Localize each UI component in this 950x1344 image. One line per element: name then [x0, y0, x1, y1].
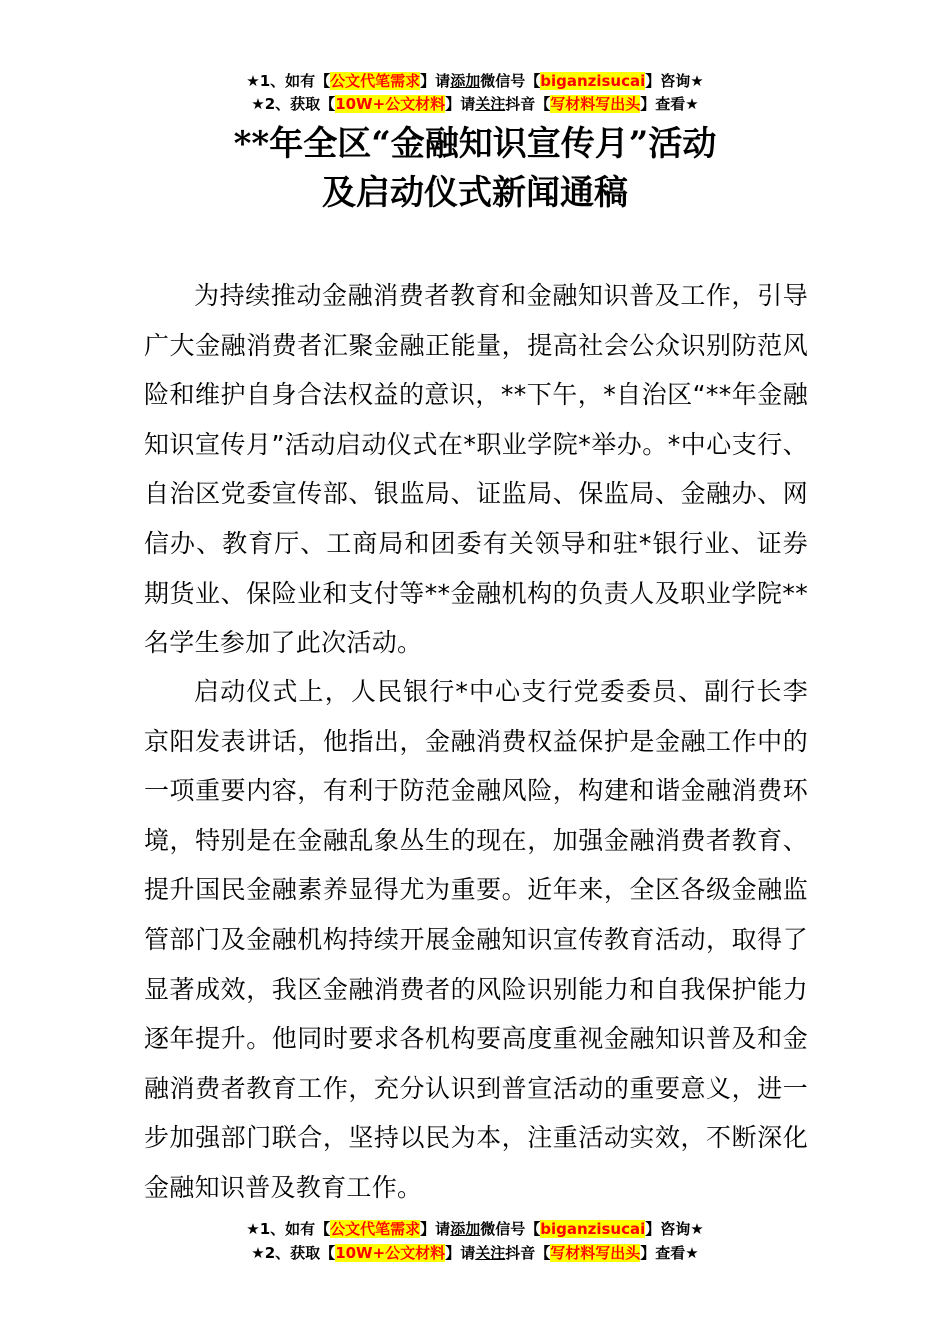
ad-prefix: ★2、获取【	[251, 95, 336, 113]
ad-line-1-top	[0, 70, 950, 92]
ad-highlight-service: 公文代笔需求	[330, 1220, 421, 1238]
body-paragraph-1: 为持续推动金融消费者教育和金融知识普及工作，引导广大金融消费者汇聚金融正能量，提高社会公众识别防范风险和维护自身合法权益的意识，**下午，*自治区“**年金融知识宣传月”活动启动仪式在*职业学院*举办。*中心支行、自治区党委宣传部、银监局、证监局、保监局、金融办、网信办、教育厅、工商局和团委有关领导和驻*银行业、证券期货业、保险业和支付等**金融机构的负责人及职业学院**名学生参加了此次活动。	[144, 281, 808, 658]
ad-underlined-text: 添加	[450, 72, 481, 90]
ad-highlight-materials: 10W+公文材料	[335, 95, 446, 113]
ad-line-1-bottom	[0, 1218, 950, 1240]
ad-highlight-materials: 10W+公文材料	[335, 1244, 446, 1262]
ad-line-2-bottom	[0, 1242, 950, 1264]
document-title-line-2: 及启动仪式新闻通稿	[322, 173, 628, 213]
ad-suffix: 】查看★	[640, 1244, 699, 1262]
ad-text: 微信号【	[480, 72, 541, 90]
ad-line-2-top	[0, 93, 950, 115]
ad-underlined-text: 关注	[475, 95, 506, 113]
ad-highlight-douyin-account: 写材料写出头	[550, 1244, 641, 1262]
ad-text: 抖音【	[505, 1244, 551, 1262]
ad-highlight-douyin-account: 写材料写出头	[550, 95, 641, 113]
ad-prefix: ★1、如有【	[246, 1220, 331, 1238]
ad-highlight-service: 公文代笔需求	[330, 72, 421, 90]
ad-underlined-text: 关注	[475, 1244, 506, 1262]
ad-prefix: ★2、获取【	[251, 1244, 336, 1262]
document-title-line-1: **年全区“金融知识宣传月”活动	[233, 124, 717, 164]
ad-highlight-wechat-id: biganzisucai	[540, 1220, 646, 1238]
ad-suffix: 】咨询★	[645, 1220, 704, 1238]
ad-text: 】请	[420, 72, 451, 90]
ad-text: 】请	[420, 1220, 451, 1238]
ad-highlight-wechat-id: biganzisucai	[540, 72, 646, 90]
body-paragraph-2: 启动仪式上，人民银行*中心支行党委委员、副行长李京阳发表讲话，他指出，金融消费权益保护是金融工作中的一项重要内容，有利于防范金融风险，构建和谐金融消费环境，特别是在金融乱象丛生的现在，加强金融消费者教育、提升国民金融素养显得尤为重要。近年来，全区各级金融监管部门及金融机构持续开展金融知识宣传教育活动，取得了显著成效，我区金融消费者的风险识别能力和自我保护能力逐年提升。他同时要求各机构要高度重视金融知识普及和金融消费者教育工作，充分认识到普宣活动的重要意义，进一步加强部门联合，坚持以民为本，注重活动实效，不断深化金融知识普及教育工作。	[144, 677, 808, 1202]
ad-prefix: ★1、如有【	[246, 72, 331, 90]
ad-underlined-text: 添加	[450, 1220, 481, 1238]
ad-text: 抖音【	[505, 95, 551, 113]
ad-suffix: 】查看★	[640, 95, 699, 113]
ad-suffix: 】咨询★	[645, 72, 704, 90]
ad-text: 】请	[445, 95, 476, 113]
ad-text: 】请	[445, 1244, 476, 1262]
ad-text: 微信号【	[480, 1220, 541, 1238]
